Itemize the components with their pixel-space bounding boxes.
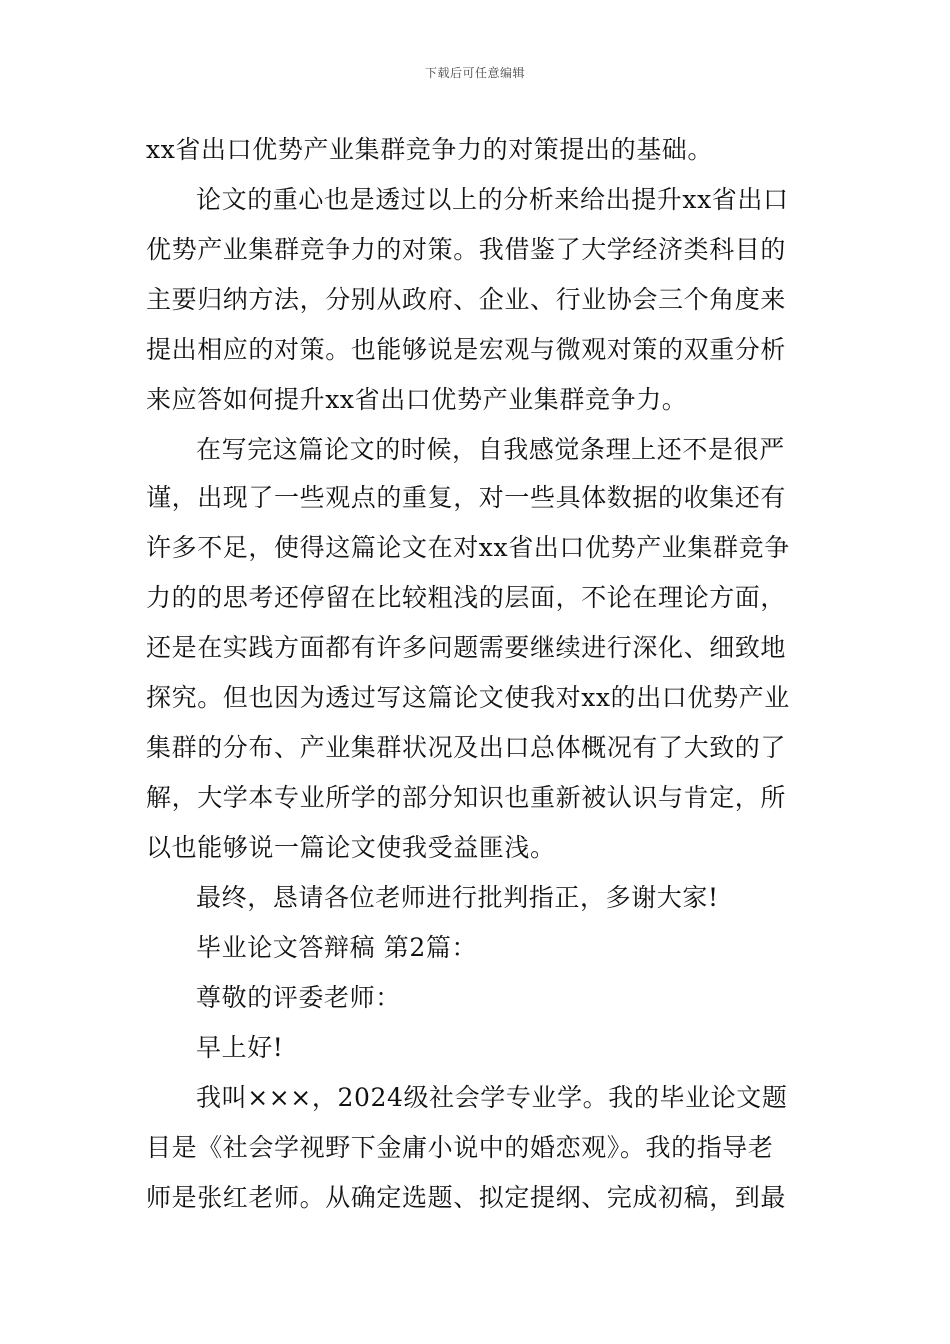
greeting: 早上好! [196, 1033, 284, 1062]
text-line: 主要归纳方法，分别从政府、企业、行业协会三个角度来 [146, 285, 787, 314]
text-line: 探究。但也因为透过写这篇论文使我对xx的出口优势产业 [146, 683, 790, 712]
text-line: 解，大学本专业所学的部分知识也重新被认识与肯定，所 [146, 783, 787, 812]
text-line: 优势产业集群竞争力的对策。我借鉴了大学经济类科目的 [146, 235, 787, 264]
text-line: 许多不足，使得这篇论文在对xx省出口优势产业集群竞争 [146, 533, 790, 562]
text-line: 师是张红老师。从确定选题、拟定提纲、完成初稿，到最 [146, 1183, 787, 1212]
text-line: 集群的分布、产业集群状况及出口总体概况有了大致的了 [146, 733, 787, 762]
text-line: 提出相应的对策。也能够说是宏观与微观对策的双重分析 [146, 335, 787, 364]
text-line: 以也能够说一篇论文使我受益匪浅。 [146, 833, 556, 862]
text-line: 还是在实践方面都有许多问题需要继续进行深化、细致地 [146, 633, 787, 662]
page-header: 下载后可任意编辑 [424, 66, 525, 80]
text-line: 来应答如何提升xx省出口优势产业集群竞争力。 [146, 385, 688, 414]
text-line: xx省出口优势产业集群竞争力的对策提出的基础。 [146, 135, 713, 164]
paragraph-first-line: 我叫×××，2024级社会学专业学。我的毕业论文题 [196, 1083, 788, 1112]
text-line: 谨，出现了一些观点的重复，对一些具体数据的收集还有 [146, 483, 787, 512]
salutation: 尊敬的评委老师： [196, 983, 401, 1012]
text-line: 力的的思考还停留在比较粗浅的层面，不论在理论方面， [146, 583, 787, 612]
text-line: 目是《社会学视野下金庸小说中的婚恋观》。我的指导老 [146, 1133, 774, 1162]
paragraph-first-line: 论文的重心也是透过以上的分析来给出提升xx省出口 [196, 185, 789, 214]
section-title: 毕业论文答辩稿 第2篇： [196, 933, 478, 962]
closing-line: 最终，恳请各位老师进行批判指正，多谢大家! [196, 883, 719, 912]
paragraph-first-line: 在写完这篇论文的时候，自我感觉条理上还不是很严 [196, 435, 785, 464]
